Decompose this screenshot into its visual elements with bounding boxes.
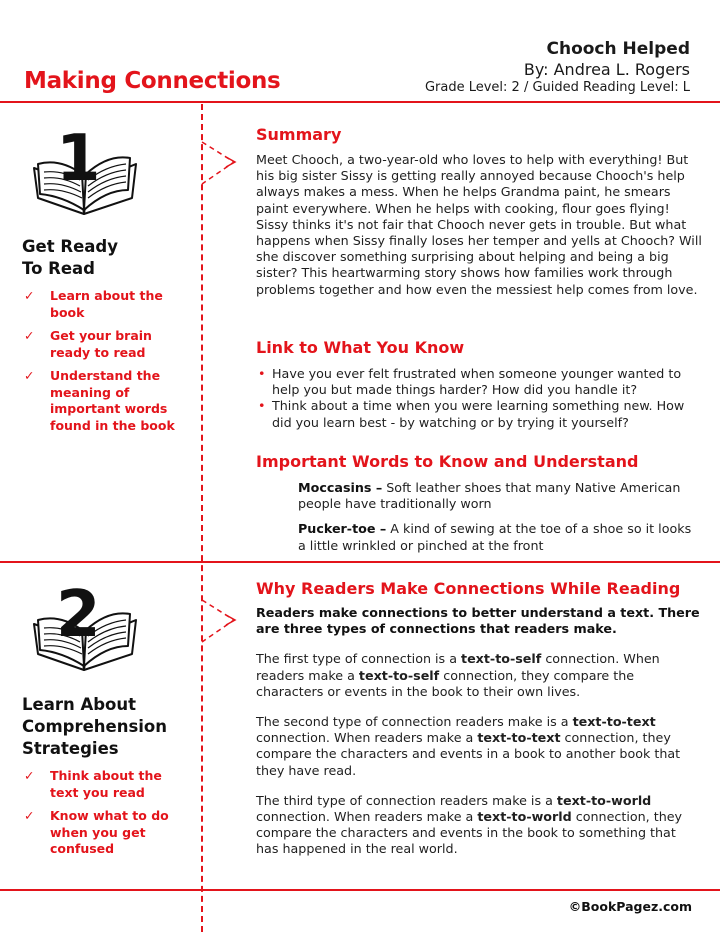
column-divider xyxy=(201,104,203,932)
step-1 xyxy=(22,236,192,441)
why-intro: Readers make connections to better understand a text. There are three types of connections that readers make. xyxy=(256,605,700,637)
step-1-item: ✓ Get your brain ready to read xyxy=(24,328,152,360)
link-heading: Link to What You Know xyxy=(256,338,465,357)
dashed-arrow-icon xyxy=(200,140,240,190)
check-icon: ✓ xyxy=(24,288,35,303)
check-icon: ✓ xyxy=(24,328,35,343)
step-number: 1 xyxy=(56,122,101,196)
connection-paragraph: The third type of connection readers make is a text-to-world connection. When readers make a text-to-world connection, they compare the characters and events in the book to something that has happened in the real world. xyxy=(256,792,683,857)
check-icon: ✓ xyxy=(24,368,35,383)
book-title: Chooch Helped xyxy=(546,39,690,59)
why-heading: Why Readers Make Connections While Reading xyxy=(256,579,681,598)
step-heading-line2: Comprehension xyxy=(22,717,168,736)
check-icon: ✓ xyxy=(24,768,35,783)
book-level: Grade Level: 2 / Guided Reading Level: L xyxy=(424,80,690,95)
words-section xyxy=(256,451,702,554)
vocab-item: Moccasins – Soft leather shoes that many Native American people have traditionally worn xyxy=(298,480,681,512)
step-2-item: ✓ Know what to do when you get confused xyxy=(24,808,169,856)
step-heading-line3: Strategies xyxy=(22,739,119,758)
summary-heading: Summary xyxy=(256,125,342,144)
list-item: • Think about a time when you were learning something new. How did you learn best - by watching or by trying it yourself? xyxy=(258,398,685,430)
step-number: 2 xyxy=(56,578,101,652)
book-info xyxy=(425,38,690,97)
list-item: • Have you ever felt frustrated when someone younger wanted to help you but made things harder? How did you handle it? xyxy=(258,366,682,398)
copyright: ©BookPagez.com xyxy=(568,899,692,914)
step-1-item: ✓ Learn about the book xyxy=(24,288,163,320)
link-section xyxy=(256,337,702,431)
step-heading-line1: Get Ready xyxy=(22,237,118,256)
link-list xyxy=(256,366,702,431)
step-2-list xyxy=(22,768,192,858)
step-heading-line1: Learn About xyxy=(22,695,137,714)
bottom-rule xyxy=(0,889,720,891)
step-1-item: ✓ Understand the meaning of important words found in the book xyxy=(24,368,175,433)
step-heading-line2: To Read xyxy=(22,259,95,278)
summary-section xyxy=(256,124,702,298)
step-2 xyxy=(22,694,192,865)
open-book-icon xyxy=(26,118,146,218)
open-book-icon xyxy=(26,574,146,674)
connection-paragraph: The second type of connection readers make is a text-to-text connection. When readers make a text-to-text connection, they compare the characters and events in a book to another book that they have read. xyxy=(256,714,681,778)
step-2-item: ✓ Think about the text you read xyxy=(24,768,162,800)
words-heading: Important Words to Know and Understand xyxy=(256,452,639,471)
vocab-item: Pucker-toe – A kind of sewing at the toe of a shoe so it looks a little wrinkled or pinched at the front xyxy=(298,521,692,553)
why-section xyxy=(256,578,702,858)
step-1-list xyxy=(22,288,192,434)
connection-paragraph: The first type of connection is a text-to-self connection. When readers make a text-to-self connection, they compare the characters or events in the book to their own lives. xyxy=(256,651,660,699)
page-title: Making Connections xyxy=(24,68,281,94)
dashed-arrow-icon xyxy=(200,598,240,648)
top-rule xyxy=(0,101,720,103)
book-author: By: Andrea L. Rogers xyxy=(523,60,690,79)
summary-text: Meet Chooch, a two-year-old who loves to help with everything! But his big sister Sissy is getting really annoyed because Chooch's help always makes a mess. When he helps Grandma paint, he smears paint everywhere. When he helps with cooking, flour goes flying! Sissy thinks it's not fair that Chooch never gets in trouble. But what happens when Sissy finally loses her temper and yells at Chooch? Will she discover something surprising about helping and being a big sister? This heartwarming story shows how families work through problems together and how even the messiest help comes from love. xyxy=(256,152,702,297)
middle-rule xyxy=(0,561,720,563)
check-icon: ✓ xyxy=(24,808,35,823)
